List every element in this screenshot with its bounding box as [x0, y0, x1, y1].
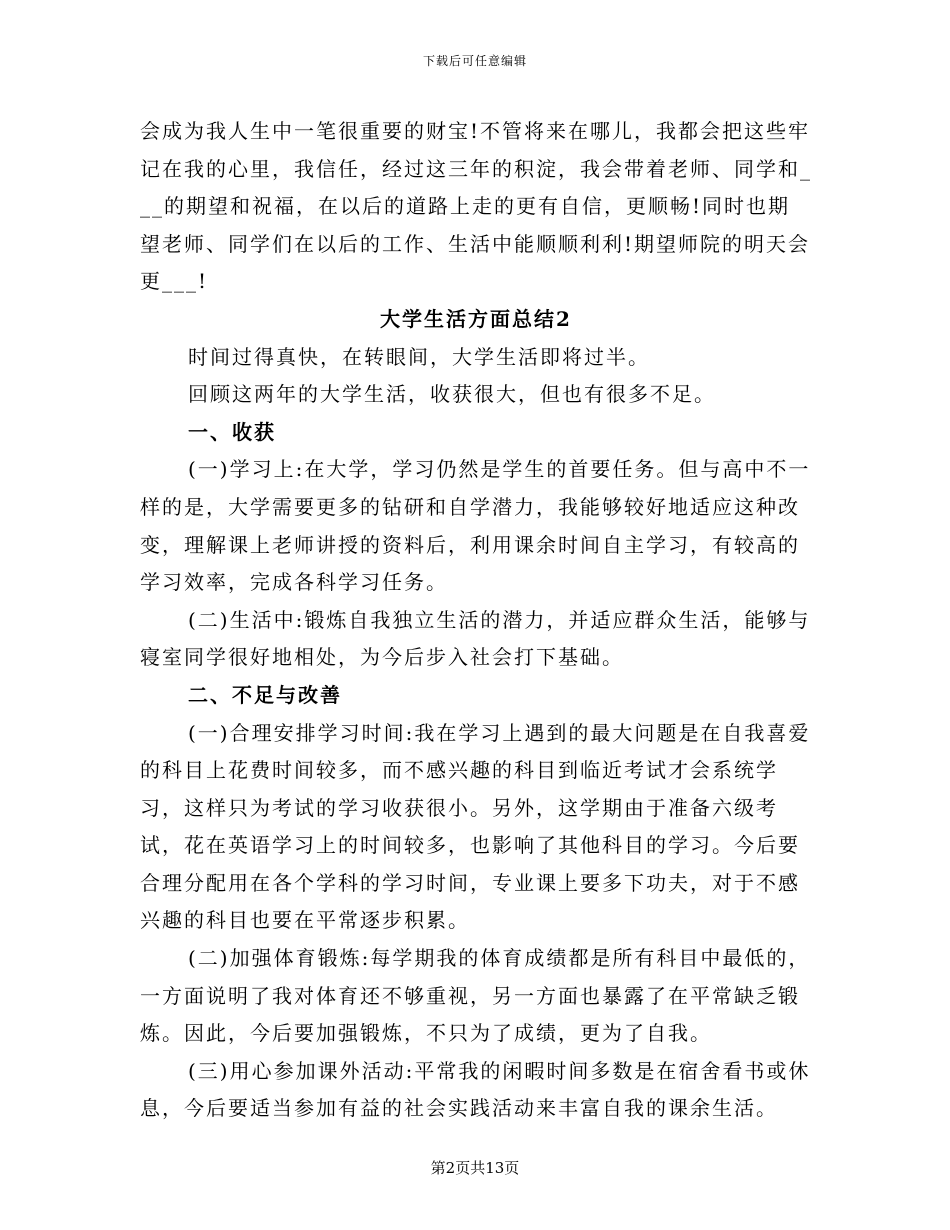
heading-gains: 一、收获: [188, 419, 276, 444]
continuation-paragraph: 会成为我人生中一笔很重要的财宝!不管将来在哪儿，我都会把这些牢记在我的心里，我信任，经过这三年的积淀，我会带着老师、同学和___的期望和祝福，在以后的道路上走的更有自信，更顺畅!同时也期望老师、同学们在以后的工作、生活中能顺顺利利!期望师院的明天会更___!: [140, 119, 812, 294]
heading-shortcomings: 二、不足与改善: [188, 682, 342, 707]
section-title: 大学生活方面总结2: [380, 306, 572, 331]
improve-study-time-paragraph: (一)合理安排学习时间:我在学习上遇到的最大问题是在自我喜爱的科目上花费时间较多，而不感兴趣的科目到临近考试才会系统学习，这样只为考试的学习收获很小。另外，这学期由于准备六级考试，花在英语学习上的时间较多，也影响了其他科目的学习。今后要合理分配用在各个学科的学习时间，专业课上要多下功夫，对于不感兴趣的科目也要在平常逐步积累。: [140, 720, 811, 933]
intro-paragraph-2: 回顾这两年的大学生活，收获很大，但也有很多不足。: [188, 382, 716, 407]
page-footer: 第2页共13页: [430, 1159, 520, 1177]
gains-life-paragraph: (二)生活中:锻炼自我独立生活的潜力，并适应群众生活，能够与寝室同学很好地相处，为今后步入社会打下基础。: [140, 607, 811, 670]
document-body: [140, 113, 812, 1128]
intro-paragraph-1: 时间过得真快，在转眼间，大学生活即将过半。: [188, 344, 650, 369]
page-header: 下载后可任意编辑: [422, 54, 527, 68]
improve-exercise-paragraph: (二)加强体育锻炼:每学期我的体育成绩都是所有科目中最低的，一方面说明了我对体育还不够重视，另一方面也暴露了在平常缺乏锻炼。因此，今后要加强锻炼，不只为了成绩，更为了自我。: [140, 946, 811, 1046]
gains-study-paragraph: (一)学习上:在大学，学习仍然是学生的首要任务。但与高中不一样的是，大学需要更多的钻研和自学潜力，我能够较好地适应这种改变，理解课上老师讲授的资料后，利用课余时间自主学习，有较高的学习效率，完成各科学习任务。: [140, 457, 811, 595]
improve-activities-paragraph: (三)用心参加课外活动:平常我的闲暇时间多数是在宿舍看书或休息，今后要适当参加有益的社会实践活动来丰富自我的课余生活。: [140, 1058, 811, 1121]
